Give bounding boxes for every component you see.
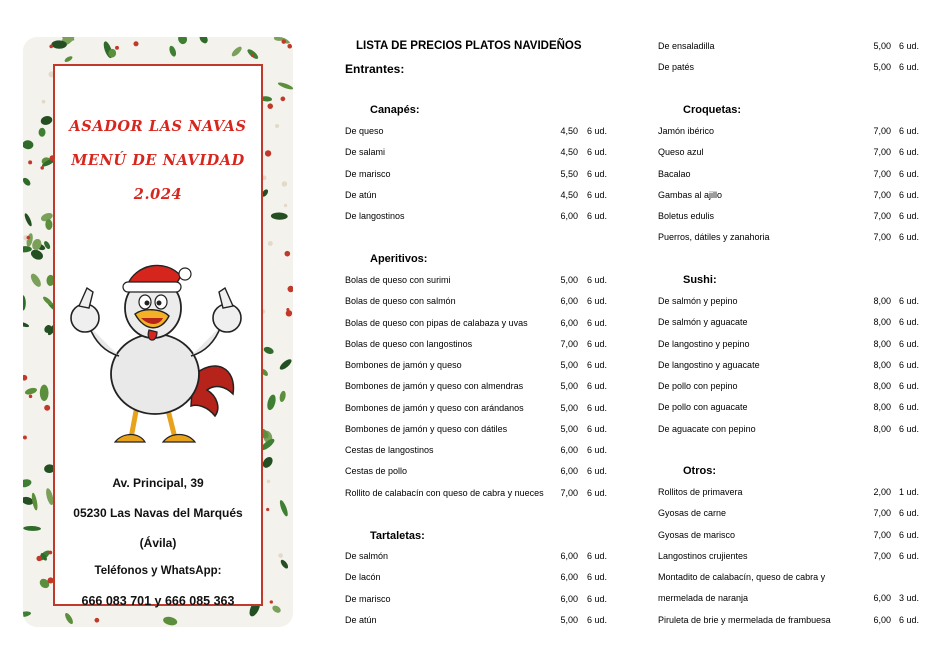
menu-item-unit: 6 ud.: [898, 423, 919, 434]
menu-item-name: De lacón: [345, 572, 381, 583]
menu-item-price: 5,00: [560, 275, 578, 285]
menu-item-name: Bolas de queso con pipas de calabaza y uvas: [345, 317, 528, 328]
menu-item-price: 6,00: [560, 211, 578, 221]
menu-year: 2.024: [133, 186, 183, 203]
restaurant-name: ASADOR LAS NAVAS: [69, 118, 247, 135]
menu-item-price: 8,00: [873, 402, 891, 413]
menu-item-unit: 6 ud.: [586, 551, 607, 561]
section-heading: Aperitivos:: [370, 253, 428, 265]
entrantes-heading: Entrantes:: [345, 62, 405, 76]
menu-item-unit: 6 ud.: [898, 381, 919, 391]
menu-item-price: 4,50: [560, 147, 578, 158]
menu-item-unit: 6 ud.: [898, 232, 919, 243]
menu-item-unit: 6 ud.: [586, 317, 607, 328]
menu-item-price: 8,00: [873, 296, 891, 306]
section-heading: Croquetas:: [683, 104, 742, 116]
menu-item-name: De ensaladilla: [658, 41, 715, 51]
menu-item-name: De atún: [345, 614, 377, 625]
menu-item-name: Bombones de jamón y queso: [345, 360, 462, 370]
menu-item-unit: 6 ud.: [898, 317, 919, 328]
menu-item-price: 7,00: [873, 508, 891, 519]
menu-item-price: 7,00: [873, 232, 891, 243]
menu-item-price: 5,00: [560, 402, 578, 413]
menu-item-name: Gyosas de marisco: [658, 529, 736, 540]
menu-item-unit: 6 ud.: [898, 614, 919, 625]
menu-item-name: De pollo con aguacate: [658, 402, 748, 413]
menu-item-price: 6,00: [560, 445, 578, 455]
menu-item-name: Gyosas de carne: [658, 508, 727, 519]
address-town: 05230 Las Navas del Marqués: [73, 506, 243, 520]
menu-item-price: 6,00: [560, 572, 578, 583]
menu-item-unit: 6 ud.: [586, 423, 607, 434]
section-heading: Sushi:: [683, 274, 717, 286]
menu-item-name: Rollitos de primavera: [658, 487, 743, 497]
menu-item-unit: 6 ud.: [586, 466, 607, 477]
menu-item-unit: 6 ud.: [586, 593, 607, 604]
menu-item-unit: 6 ud.: [586, 402, 607, 413]
menu-item-unit: 6 ud.: [898, 296, 919, 306]
menu-item-unit: 6 ud.: [586, 445, 607, 455]
address-province: (Ávila): [139, 536, 177, 550]
menu-item-price: 5,00: [873, 41, 891, 51]
menu-item-price: 5,00: [560, 423, 578, 434]
menu-cover-card: [53, 64, 263, 606]
menu-item-price: 8,00: [873, 423, 891, 434]
menu-item-unit: 6 ud.: [586, 338, 607, 349]
menu-title: MENÚ DE NAVIDAD: [71, 152, 245, 169]
menu-item-unit: 3 ud.: [898, 593, 919, 604]
menu-item-price: 7,00: [560, 338, 578, 349]
menu-item-unit: 6 ud.: [586, 147, 607, 158]
menu-item-unit: 6 ud.: [898, 359, 919, 370]
menu-item-price: 6,00: [873, 614, 891, 625]
menu-item-unit: 6 ud.: [898, 211, 919, 221]
menu-item-price: 5,00: [560, 381, 578, 392]
menu-item-name: De salmón: [345, 551, 389, 561]
menu-item-price: 6,00: [560, 593, 578, 604]
menu-item-name: Cestas de pollo: [345, 466, 408, 477]
menu-item-price: 4,50: [560, 189, 578, 200]
menu-item-name: Bombones de jamón y queso con almendras: [345, 381, 524, 392]
menu-item-unit: 6 ud.: [586, 275, 607, 285]
menu-item-name: Bombones de jamón y queso con dátiles: [345, 423, 508, 434]
menu-item-name: De marisco: [345, 168, 391, 179]
menu-item-unit: 6 ud.: [898, 189, 919, 200]
section-heading: Canapés:: [370, 104, 420, 116]
menu-item-price: 7,00: [873, 211, 891, 221]
menu-item-price: 5,50: [560, 168, 578, 179]
menu-item-name: Montadito de calabacín, queso de cabra y: [658, 572, 826, 582]
menu-item-unit: 6 ud.: [586, 572, 607, 583]
menu-item-price: 4,50: [560, 126, 578, 136]
menu-item-unit: 6 ud.: [898, 62, 919, 73]
menu-item-name: De marisco: [345, 593, 391, 604]
menu-item-unit: 6 ud.: [898, 402, 919, 413]
menu-item-unit: 6 ud.: [586, 211, 607, 221]
menu-cover-panel: [23, 37, 293, 627]
menu-item-unit: 6 ud.: [586, 189, 607, 200]
menu-item-price: 8,00: [873, 317, 891, 328]
menu-item-price: 5,00: [873, 62, 891, 73]
menu-item-price: 7,00: [873, 126, 891, 136]
menu-item-price: 5,00: [560, 360, 578, 370]
menu-item-unit: 6 ud.: [586, 168, 607, 179]
menu-item-unit: 6 ud.: [898, 550, 919, 561]
menu-item-name: De atún: [345, 189, 377, 200]
menu-item-price: 8,00: [873, 338, 891, 349]
menu-item-unit: 6 ud.: [586, 487, 607, 498]
menu-item-name: Cestas de langostinos: [345, 445, 434, 455]
menu-item-price: 7,00: [873, 550, 891, 561]
menu-item-price: 6,00: [560, 317, 578, 328]
menu-item-name: De aguacate con pepino: [658, 423, 756, 434]
menu-item-unit: 6 ud.: [898, 41, 919, 51]
menu-item-unit: 6 ud.: [898, 126, 919, 136]
section-heading: Otros:: [683, 465, 716, 477]
menu-item-name: Jamón ibérico: [658, 126, 715, 136]
menu-item-name: Bolas de queso con surimi: [345, 275, 451, 285]
menu-item-name: Rollito de calabacín con queso de cabra y nueces: [345, 487, 544, 498]
menu-item-unit: 6 ud.: [898, 338, 919, 349]
menu-item-unit: 6 ud.: [898, 508, 919, 519]
menu-item-unit: 6 ud.: [898, 168, 919, 179]
menu-item-name: De langostinos: [345, 211, 405, 221]
menu-item-name: De patés: [658, 62, 695, 73]
menu-item-name: De langostino y pepino: [658, 338, 750, 349]
menu-item-name: Bombones de jamón y queso con arándanos: [345, 402, 524, 413]
menu-item-price: 6,00: [560, 296, 578, 307]
menu-item-name: Langostinos crujientes: [658, 550, 748, 561]
menu-item-price: 7,00: [873, 529, 891, 540]
menu-item-name: De queso: [345, 126, 384, 136]
menu-item-name: Puerros, dátiles y zanahoria: [658, 232, 770, 243]
menu-item-name: De salmón y aguacate: [658, 317, 748, 328]
menu-item-unit: 6 ud.: [898, 147, 919, 158]
menu-item-price: 8,00: [873, 359, 891, 370]
rooster-mascot-illustration: [65, 256, 255, 451]
menu-item-name: Gambas al ajillo: [658, 189, 723, 200]
menu-item-unit: 6 ud.: [586, 614, 607, 625]
menu-item-name: Piruleta de brie y mermelada de frambuesa: [658, 614, 831, 625]
address-street: Av. Principal, 39: [112, 476, 204, 490]
menu-item-price: 6,00: [560, 466, 578, 477]
menu-item-price: 2,00: [873, 487, 891, 497]
menu-item-unit: 6 ud.: [586, 126, 607, 136]
menu-item-price: 6,00: [560, 551, 578, 561]
menu-item-price: 5,00: [560, 614, 578, 625]
price-list-title: LISTA DE PRECIOS PLATOS NAVIDEÑOS: [356, 40, 582, 52]
menu-item-name: mermelada de naranja: [658, 593, 749, 604]
menu-item-unit: 6 ud.: [586, 296, 607, 307]
menu-item-name: Boletus edulis: [658, 211, 715, 221]
phone-numbers: 666 083 701 y 666 085 363: [81, 594, 235, 608]
menu-item-name: Bolas de queso con salmón: [345, 296, 456, 307]
menu-item-price: 7,00: [873, 168, 891, 179]
menu-item-name: De langostino y aguacate: [658, 359, 760, 370]
menu-item-name: De salami: [345, 147, 386, 158]
menu-item-price: 8,00: [873, 381, 891, 391]
menu-item-name: De salmón y pepino: [658, 296, 738, 306]
section-heading: Tartaletas:: [370, 530, 425, 542]
menu-item-price: 6,00: [873, 593, 891, 604]
menu-item-name: Bolas de queso con langostinos: [345, 338, 473, 349]
menu-item-price: 7,00: [873, 147, 891, 158]
menu-item-unit: 1 ud.: [898, 487, 919, 497]
menu-item-unit: 6 ud.: [586, 360, 607, 370]
menu-item-price: 7,00: [560, 487, 578, 498]
phone-label: Teléfonos y WhatsApp:: [94, 565, 222, 577]
menu-item-unit: 6 ud.: [586, 381, 607, 392]
menu-item-name: Queso azul: [658, 147, 704, 158]
menu-item-name: Bacalao: [658, 168, 691, 179]
menu-item-name: De pollo con pepino: [658, 381, 738, 391]
menu-item-unit: 6 ud.: [898, 529, 919, 540]
menu-item-price: 7,00: [873, 189, 891, 200]
